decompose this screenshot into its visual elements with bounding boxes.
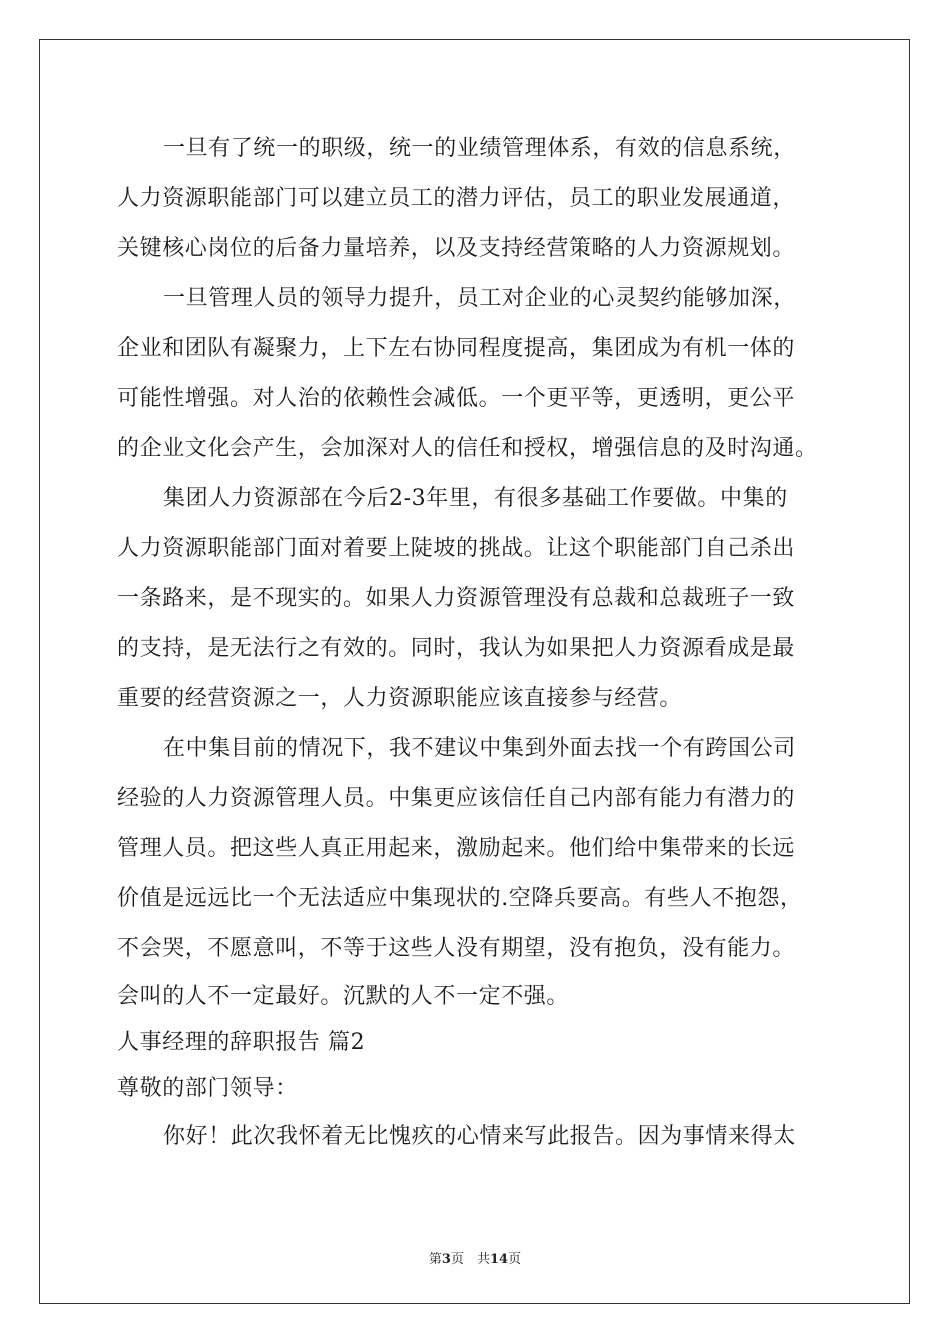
paragraph-line: 企业和团队有凝聚力，上下左右协同程度提高，集团成为有机一体的 <box>117 336 796 361</box>
paragraph-line: 的企业文化会产生，会加深对人的信任和授权，增强信息的及时沟通。 <box>117 436 818 461</box>
paragraph-line: 一旦有了统一的职级，统一的业绩管理体系，有效的信息系统， <box>163 136 796 161</box>
page-suffix: 页 <box>508 1252 522 1267</box>
paragraph-line: 人力资源职能部门面对着要上陡坡的挑战。让这个职能部门自己杀出 <box>117 536 796 561</box>
paragraph-line: 在中集目前的情况下，我不建议中集到外面去找一个有跨国公司 <box>163 736 796 761</box>
paragraph-line: 的支持，是无法行之有效的。同时，我认为如果把人力资源看成是最 <box>117 636 796 661</box>
section-heading: 人事经理的辞职报告 篇2 <box>117 1030 366 1055</box>
paragraph-line: 你好！此次我怀着无比愧疚的心情来写此报告。因为事情来得太 <box>163 1124 796 1149</box>
paragraph-line: 可能性增强。对人治的依赖性会减低。一个更平等，更透明，更公平 <box>117 386 796 411</box>
current-page-number: 3 <box>441 1252 451 1267</box>
page-prefix: 第 <box>428 1252 442 1267</box>
paragraph-line: 人力资源职能部门可以建立员工的潜力评估，员工的职业发展通道， <box>117 186 796 211</box>
paragraph-line: 经验的人力资源管理人员。中集更应该信任自己内部有能力有潜力的 <box>117 786 796 811</box>
page-footer <box>0 1248 950 1267</box>
document-body <box>117 124 857 1162</box>
paragraph-line: 关键核心岗位的后备力量培养，以及支持经营策略的人力资源规划。 <box>117 236 796 261</box>
paragraph-line: 价值是远远比一个无法适应中集现状的.空降兵要高。有些人不抱怨， <box>117 886 803 911</box>
paragraph-line: 不会哭，不愿意叫，不等于这些人没有期望，没有抱负，没有能力。 <box>117 936 796 961</box>
paragraph-line: 管理人员。把这些人真正用起来，激励起来。他们给中集带来的长远 <box>117 836 796 861</box>
paragraph-line: 集团人力资源部在今后2-3年里，有很多基础工作要做。中集的 <box>163 486 788 511</box>
paragraph-line: 一条路来，是不现实的。如果人力资源管理没有总裁和总裁班子一致 <box>117 586 796 611</box>
page-mid: 页 共 <box>450 1252 490 1267</box>
paragraph-line: 重要的经营资源之一，人力资源职能应该直接参与经营。 <box>117 686 683 711</box>
total-page-number: 14 <box>489 1252 509 1267</box>
salutation: 尊敬的部门领导： <box>117 1076 298 1101</box>
paragraph-line: 会叫的人不一定最好。沉默的人不一定不强。 <box>117 984 570 1009</box>
paragraph-line: 一旦管理人员的领导力提升，员工对企业的心灵契约能够加深， <box>163 286 796 311</box>
